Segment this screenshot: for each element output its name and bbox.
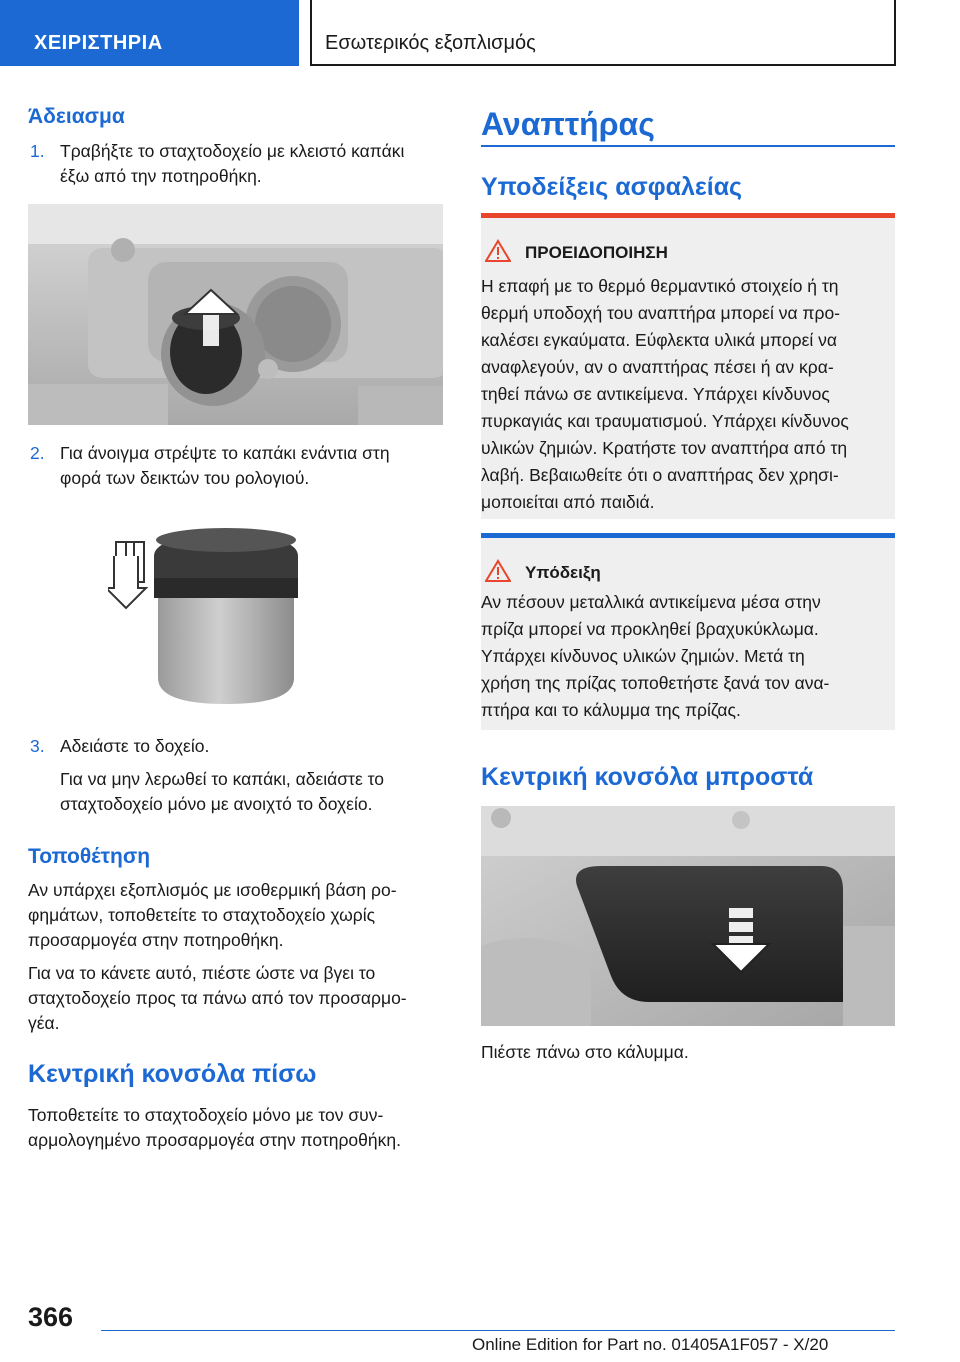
text-line: πυρκαγιάς και τραυματισμού. Υπάρχει κίνδυνος xyxy=(481,411,849,431)
ashtray-rotate-figure xyxy=(108,516,308,716)
warning-box xyxy=(481,213,895,519)
text-line: γέα. xyxy=(28,1013,60,1033)
front-console-cover-illustration xyxy=(481,806,895,1026)
step-number: 1. xyxy=(30,141,45,161)
page-header xyxy=(0,0,960,66)
rear-console-paragraph xyxy=(28,1103,448,1153)
warning-text xyxy=(481,273,895,516)
text-line: Η επαφή με το θερμό θερμαντικό στοιχείο ή τη xyxy=(481,276,839,296)
main-heading: Αναπτήρας xyxy=(481,106,655,142)
step-3 xyxy=(28,734,448,817)
placement-heading: Τοποθέτηση xyxy=(28,845,151,868)
heading-rule xyxy=(481,145,895,147)
text-line: Αν πέσουν μεταλλικά αντικείμενα μέσα στην xyxy=(481,592,821,612)
front-console-caption: Πιέστε πάνω στο κάλυμμα. xyxy=(481,1042,689,1062)
ashtray-cupholder-illustration xyxy=(28,204,443,425)
text-line: αρμολογημένο προσαρμογέα στην ποτηροθήκη. xyxy=(28,1130,401,1150)
ashtray-cupholder-figure xyxy=(28,204,443,425)
warning-bar xyxy=(481,213,895,218)
warning-title: ΠΡΟΕΙΔΟΠΟΙΗΣΗ xyxy=(525,243,668,262)
notice-triangle-icon xyxy=(485,559,511,583)
front-console-heading: Κεντρική κονσόλα μπροστά xyxy=(481,763,814,791)
notice-title: Υπόδειξη xyxy=(525,563,601,582)
notice-bar xyxy=(481,533,895,538)
page-number: 366 xyxy=(28,1302,74,1332)
step-1 xyxy=(28,139,448,189)
text-line: Υπάρχει κίνδυνος υλικών ζημιών. Μετά τη xyxy=(481,646,805,666)
step-text: Αδειάστε το δοχείο. xyxy=(60,736,210,756)
text-line: αναφλεγούν, αν ο αναπτήρας πέσει ή αν κρα- xyxy=(481,357,834,377)
front-console-figure xyxy=(481,806,895,1026)
text-line: πρίζα μπορεί να προκληθεί βραχυκύκλωμα. xyxy=(481,619,819,639)
emptying-heading: Άδειασμα xyxy=(28,105,125,128)
text-line: Αν υπάρχει εξοπλισμός με ισοθερμική βάση ρο- xyxy=(28,880,397,900)
placement-paragraph-1 xyxy=(28,878,448,953)
step-number: 3. xyxy=(30,736,45,756)
step-text: φορά των δεικτών του ρολογιού. xyxy=(60,468,310,488)
text-line: πτήρα και το κάλυμμα της πρίζας. xyxy=(481,700,741,720)
section-title: Εσωτερικός εξοπλισμός xyxy=(311,0,896,66)
safety-heading: Υποδείξεις ασφαλείας xyxy=(481,173,743,201)
text-line: καλέσει εγκαύματα. Εύφλεκτα υλικά μπορεί να xyxy=(481,330,837,350)
footer-rule xyxy=(101,1330,895,1331)
text-line: λαβή. Βεβαιωθείτε ότι ο αναπτήρας δεν χρησι- xyxy=(481,465,839,485)
warning-triangle-icon xyxy=(485,239,511,263)
text-line: θερμή υποδοχή του αναπτήρα μπορεί να προ- xyxy=(481,303,841,323)
text-line: προσαρμογέα στην ποτηροθήκη. xyxy=(28,930,284,950)
step-2 xyxy=(28,441,448,491)
text-line: υλικών ζημιών. Κρατήστε τον αναπτήρα από τη xyxy=(481,438,848,458)
text-line: χρήση της πρίζας τοποθετήστε ξανά τον ανα- xyxy=(481,673,830,693)
rear-console-heading: Κεντρική κονσόλα πίσω xyxy=(28,1060,317,1088)
chapter-tab: ΧΕΙΡΙΣΤΗΡΙΑ xyxy=(0,0,299,66)
placement-paragraph-2 xyxy=(28,961,448,1036)
text-line: Για να το κάνετε αυτό, πιέστε ώστε να βγει το xyxy=(28,963,376,983)
step-text: έξω από την ποτηροθήκη. xyxy=(60,166,262,186)
text-line: Τοποθετείτε το σταχτοδοχείο μόνο με τον συν- xyxy=(28,1105,384,1125)
step-text: Τραβήξτε το σταχτοδοχείο με κλειστό καπάκι xyxy=(60,141,405,161)
notice-box xyxy=(481,533,895,730)
text-line: μοποιείται από παιδιά. xyxy=(481,492,655,512)
ashtray-container-illustration xyxy=(108,516,308,716)
step-subtext: Για να μην λερωθεί το καπάκι, αδειάστε το xyxy=(60,769,385,789)
text-line: τηθεί πάνω σε αντικείμενα. Υπάρχει κίνδυνος xyxy=(481,384,830,404)
step-subtext: σταχτοδοχείο μόνο με ανοιχτό το δοχείο. xyxy=(60,794,373,814)
step-text: Για άνοιγμα στρέψτε το καπάκι ενάντια στη xyxy=(60,443,390,463)
footer-edition: Online Edition for Part no. 01405A1F057 - X/20 xyxy=(472,1335,829,1354)
text-line: φημάτων, τοποθετείτε το σταχτοδοχείο χωρίς xyxy=(28,905,376,925)
step-number: 2. xyxy=(30,443,45,463)
notice-text xyxy=(481,589,895,724)
text-line: σταχτοδοχείο προς τα πάνω από τον προσαρμο- xyxy=(28,988,407,1008)
